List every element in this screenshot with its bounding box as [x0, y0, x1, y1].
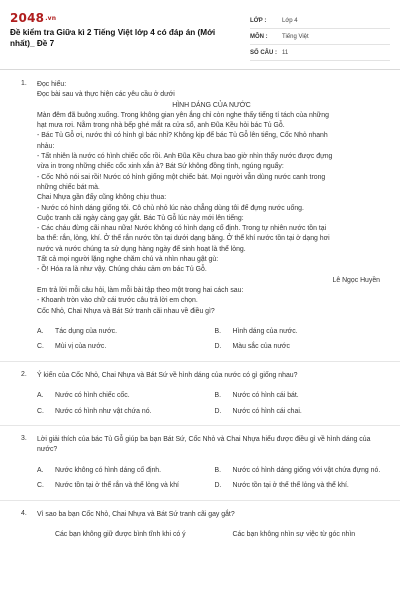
option-text: Nước có hình cái bát. — [232, 392, 299, 400]
option-text: Nước có hình chiếc cốc. — [55, 392, 130, 400]
question-2 — [0, 371, 400, 416]
option-letter: D. — [214, 343, 222, 351]
divider — [0, 500, 400, 501]
option-letter: D. — [214, 407, 222, 415]
story-line: Chai Nhựa gần đấy cũng không chịu thua: — [37, 194, 167, 202]
prompt-line: Em trả lời mỗi câu hỏi, làm mỗi bài tập theo một trong hai cách sau: — [37, 286, 244, 294]
story-line: vừa in trong những chiếc cốc xinh xắn à? Bát Sứ không đồng tình, ngúng nguẩy: — [37, 163, 284, 171]
question-3 — [0, 435, 400, 491]
option-text: Mùi vị của nước. — [55, 343, 107, 351]
answer-options — [37, 530, 386, 540]
answer-option-a[interactable] — [37, 466, 209, 476]
question-label: Đọc hiểu: — [37, 81, 67, 88]
story-line: ba thể: rắn, lỏng, khí. Ở thể rắn nước tồn tại dưới dạng băng. Ở thể khí nước tồn tại ở dạng hơi — [37, 235, 330, 243]
answer-option-d[interactable] — [215, 481, 387, 491]
option-letter: A. — [37, 392, 44, 400]
divider — [0, 425, 400, 426]
meta-row-subject: MÔN : Tiếng Việt — [250, 29, 390, 45]
option-letter: D. — [214, 482, 222, 490]
option-text: Nước có hình dáng giống với vật chứa đựng nó. — [232, 466, 381, 474]
meta-row-count: SỐ CÂU : 11 — [250, 45, 390, 61]
answer-options — [37, 466, 386, 491]
option-letter: A. — [37, 466, 44, 474]
story-author: Lê Ngọc Huyền — [332, 276, 380, 284]
question-text: Ý kiến của Cốc Nhỏ, Chai Nhựa và Bát Sứ về hình dáng của nước có gì giống nhau? — [37, 371, 298, 379]
meta-info — [250, 13, 390, 61]
answer-option[interactable]: Các bạn không nhìn sự việc từ góc nhìn — [232, 531, 356, 539]
meta-row-grade: LỚP : Lớp 4 — [250, 13, 390, 29]
story-line: - Bác Tủ Gỗ ơi, nước thì có hình gì bác nhỉ? Không kịp để bác Tủ Gỗ lên tiếng, Cốc Nhỏ nhanh — [37, 132, 328, 140]
answer-option-a[interactable] — [37, 391, 209, 401]
story-line: Tất cả mọi người lặng nghe chăm chú và nhìn nhau gật gù: — [37, 256, 219, 264]
option-letter: C. — [37, 343, 44, 351]
story-line: - Ồ! Hóa ra là như vậy. Chúng cháu cảm ơn bác Tủ Gỗ. — [37, 266, 207, 274]
option-letter: C. — [37, 482, 44, 490]
story-line: nước và nước chúng ta sử dụng hàng ngày để sinh hoạt là thể lỏng. — [37, 245, 246, 253]
option-text: Màu sắc của nước — [232, 343, 290, 351]
option-letter: A. — [37, 327, 44, 335]
option-text: Hình dáng của nước. — [232, 327, 298, 335]
question-number: 3. — [21, 435, 27, 443]
question-1 — [0, 80, 400, 352]
page-header — [0, 0, 400, 70]
question-number: 1. — [21, 80, 27, 87]
question-number: 2. — [21, 370, 27, 378]
answer-option-c[interactable] — [37, 342, 209, 352]
story-body — [37, 111, 386, 276]
story-line: - Tất nhiên là nước có hình chiếc cốc rồi. Anh Đũa Kều chưa bao giờ nhìn thấy nước được đựng — [37, 153, 333, 161]
story-line: - Các cháu đừng cãi nhau nữa! Nước không có hình dạng cố định. Trong tự nhiên nước tồn tại — [37, 225, 327, 233]
divider — [0, 361, 400, 362]
question-text: Vì sao ba bạn Cốc Nhỏ, Chai Nhựa và Bát Sứ tranh cãi gay gắt? — [37, 510, 235, 518]
answer-option-c[interactable] — [37, 407, 209, 417]
page-title: Đề kiểm tra Giữa kì 2 Tiếng Việt lớp 4 có đáp án (Mới nhất)_ Đề 7 — [10, 28, 216, 48]
prompt-line: Cốc Nhỏ, Chai Nhựa và Bát Sứ tranh cãi nhau về điều gì? — [37, 307, 215, 315]
option-text: Nước không có hình dáng cố định. — [55, 466, 162, 474]
story-title: HÌNH DÁNG CỦA NƯỚC — [172, 101, 251, 109]
answer-option-b[interactable] — [215, 327, 387, 337]
answer-option[interactable]: Các bạn không giữ được bình tĩnh khi có ý — [55, 531, 186, 539]
option-letter: B. — [214, 466, 222, 474]
option-text: Nước có hình cái chai. — [232, 407, 302, 415]
story-line: hạt mưa rơi. Nằm trong nhà bếp ghé mắt ra cửa sổ, anh Đũa Kều hỏi bác Tủ Gỗ. — [37, 122, 285, 130]
question-number: 4. — [21, 509, 27, 517]
instruction: Đọc bài sau và thực hiện các yêu cầu ở dưới — [37, 91, 175, 99]
answer-option-b[interactable] — [215, 466, 387, 476]
option-letter: C. — [37, 407, 44, 415]
story-line: - Cốc Nhỏ nói sai rồi! Nước có hình giống một chiếc bát. Mọi người vẫn dùng nước canh trong — [37, 173, 326, 181]
story-line: những chiếc bát mà. — [37, 183, 100, 191]
option-text: Nước tồn tại ở thể thể lỏng và thể khí. — [232, 482, 349, 490]
answer-options — [37, 327, 386, 352]
site-logo[interactable]: 2048.vn — [10, 11, 57, 25]
answer-option-d[interactable] — [215, 407, 387, 417]
exam-content — [0, 80, 400, 540]
answer-option-a[interactable] — [37, 327, 209, 337]
answer-option-d[interactable] — [215, 342, 387, 352]
option-text: Tác dụng của nước. — [55, 327, 117, 335]
answer-option-b[interactable] — [215, 391, 387, 401]
question-text: Lời giải thích của bác Tủ Gỗ giúp ba bạn Bát Sứ, Cốc Nhỏ và Chai Nhựa hiểu được điều gì về hình dáng của nước? — [37, 436, 371, 454]
option-text: Nước tồn tại ở thể rắn và thể lỏng và khí — [55, 482, 179, 490]
story-line: nhảu: — [37, 142, 55, 150]
question-4 — [0, 510, 400, 540]
answer-option-c[interactable] — [37, 481, 209, 491]
story-line: - Nước có hình dáng giống tôi. Cô chủ nhỏ lúc nào chẳng dùng tôi để đựng nước uống. — [37, 204, 304, 212]
answer-options — [37, 391, 386, 416]
prompt-line: - Khoanh tròn vào chữ cái trước câu trả lời em chọn. — [37, 297, 198, 305]
story-line: Màn đêm đã buông xuống. Trong không gian yên ắng chỉ còn nghe thấy tiếng tí tách của những — [37, 111, 329, 119]
option-text: Nước có hình như vật chứa nó. — [55, 407, 152, 415]
option-letter: B. — [214, 327, 222, 335]
story-line: Cuộc tranh cãi ngày càng gay gắt. Bác Tủ Gỗ lúc này mới lên tiếng: — [37, 214, 244, 222]
option-letter: B. — [214, 392, 222, 400]
question-prompt — [37, 286, 386, 317]
